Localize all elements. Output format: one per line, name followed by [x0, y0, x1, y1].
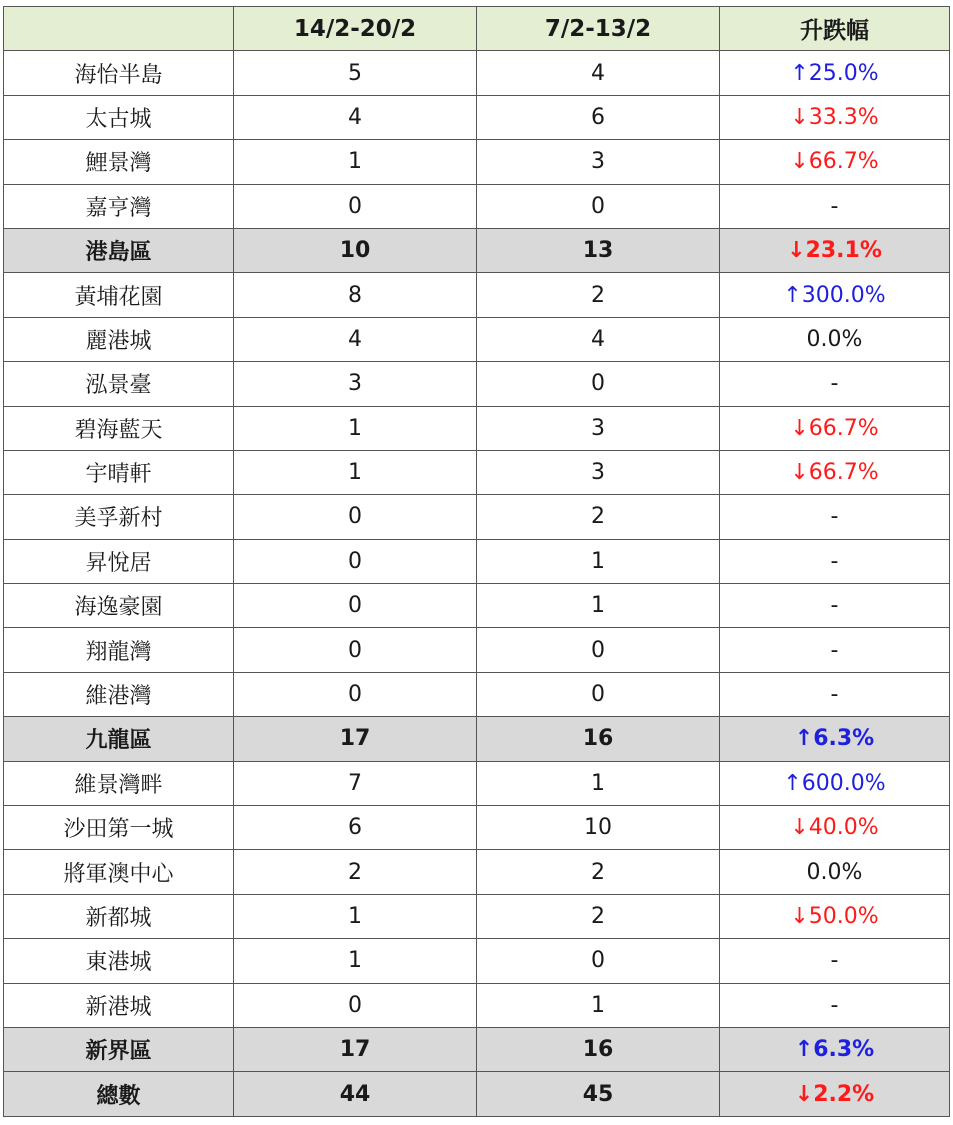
transactions-table [3, 6, 950, 1117]
estate-name-cell: 翔龍灣 [4, 628, 234, 672]
estate-name-cell: 海逸豪園 [4, 584, 234, 628]
estate-name-cell: 海怡半島 [4, 51, 234, 95]
previous-week-cell: 4 [477, 51, 720, 95]
current-week-cell: 5 [234, 51, 477, 95]
table-row [4, 584, 950, 628]
previous-week-cell: 13 [477, 228, 720, 272]
change-cell: ↓23.1% [720, 228, 950, 272]
previous-week-cell: 2 [477, 273, 720, 317]
table-body [4, 51, 950, 1116]
estate-name-cell: 九龍區 [4, 717, 234, 761]
subtotal-row [4, 228, 950, 272]
current-week-cell: 17 [234, 717, 477, 761]
current-week-cell: 6 [234, 806, 477, 850]
table-row [4, 273, 950, 317]
header-row [4, 7, 950, 51]
previous-week-cell: 16 [477, 1027, 720, 1071]
estate-name-cell: 總數 [4, 1072, 234, 1116]
table-row [4, 317, 950, 361]
current-week-cell: 1 [234, 406, 477, 450]
table-row [4, 362, 950, 406]
change-cell: ↑6.3% [720, 1027, 950, 1071]
previous-week-cell: 3 [477, 406, 720, 450]
table-row [4, 51, 950, 95]
current-week-cell: 2 [234, 850, 477, 894]
table-row [4, 95, 950, 139]
table-row [4, 406, 950, 450]
change-cell: ↑300.0% [720, 273, 950, 317]
previous-week-cell: 2 [477, 495, 720, 539]
change-cell: - [720, 584, 950, 628]
table-row [4, 983, 950, 1027]
estate-name-cell: 泓景臺 [4, 362, 234, 406]
previous-week-cell: 0 [477, 184, 720, 228]
table-row [4, 939, 950, 983]
estate-name-cell: 麗港城 [4, 317, 234, 361]
current-week-cell: 10 [234, 228, 477, 272]
current-week-cell: 7 [234, 761, 477, 805]
table-row [4, 672, 950, 716]
previous-week-cell: 1 [477, 983, 720, 1027]
table-row [4, 450, 950, 494]
current-week-cell: 0 [234, 539, 477, 583]
header-change: 升跌幅 [720, 7, 950, 51]
table-row [4, 539, 950, 583]
table-row [4, 850, 950, 894]
table-row [4, 806, 950, 850]
change-cell: 0.0% [720, 850, 950, 894]
change-cell: ↓33.3% [720, 95, 950, 139]
current-week-cell: 0 [234, 495, 477, 539]
change-cell: ↑6.3% [720, 717, 950, 761]
table-row [4, 894, 950, 938]
current-week-cell: 1 [234, 939, 477, 983]
previous-week-cell: 1 [477, 539, 720, 583]
previous-week-cell: 6 [477, 95, 720, 139]
header-period-current: 14/2-20/2 [234, 7, 477, 51]
subtotal-row [4, 717, 950, 761]
estate-name-cell: 美孚新村 [4, 495, 234, 539]
estate-name-cell: 維景灣畔 [4, 761, 234, 805]
change-cell: ↓66.7% [720, 450, 950, 494]
estate-name-cell: 沙田第一城 [4, 806, 234, 850]
previous-week-cell: 2 [477, 850, 720, 894]
change-cell: - [720, 539, 950, 583]
estate-name-cell: 鯉景灣 [4, 140, 234, 184]
estate-name-cell: 宇晴軒 [4, 450, 234, 494]
current-week-cell: 0 [234, 672, 477, 716]
current-week-cell: 0 [234, 184, 477, 228]
change-cell: - [720, 628, 950, 672]
change-cell: ↓40.0% [720, 806, 950, 850]
change-cell: - [720, 672, 950, 716]
previous-week-cell: 0 [477, 672, 720, 716]
previous-week-cell: 4 [477, 317, 720, 361]
change-cell: - [720, 495, 950, 539]
table-row [4, 628, 950, 672]
estate-name-cell: 港島區 [4, 228, 234, 272]
change-cell: - [720, 362, 950, 406]
estate-name-cell: 新港城 [4, 983, 234, 1027]
table-row [4, 184, 950, 228]
current-week-cell: 4 [234, 317, 477, 361]
change-cell: - [720, 184, 950, 228]
current-week-cell: 0 [234, 584, 477, 628]
change-cell: ↑25.0% [720, 51, 950, 95]
previous-week-cell: 0 [477, 628, 720, 672]
estate-name-cell: 嘉亨灣 [4, 184, 234, 228]
estate-name-cell: 新都城 [4, 894, 234, 938]
estate-name-cell: 維港灣 [4, 672, 234, 716]
table-row [4, 495, 950, 539]
previous-week-cell: 45 [477, 1072, 720, 1116]
previous-week-cell: 1 [477, 584, 720, 628]
change-cell: ↓50.0% [720, 894, 950, 938]
change-cell: ↑600.0% [720, 761, 950, 805]
subtotal-row [4, 1027, 950, 1071]
previous-week-cell: 3 [477, 140, 720, 184]
estate-name-cell: 將軍澳中心 [4, 850, 234, 894]
previous-week-cell: 16 [477, 717, 720, 761]
change-cell: ↓2.2% [720, 1072, 950, 1116]
current-week-cell: 4 [234, 95, 477, 139]
estate-name-cell: 太古城 [4, 95, 234, 139]
current-week-cell: 0 [234, 628, 477, 672]
estate-name-cell: 黃埔花園 [4, 273, 234, 317]
change-cell: 0.0% [720, 317, 950, 361]
estate-name-cell: 碧海藍天 [4, 406, 234, 450]
current-week-cell: 0 [234, 983, 477, 1027]
previous-week-cell: 10 [477, 806, 720, 850]
header-period-previous: 7/2-13/2 [477, 7, 720, 51]
current-week-cell: 1 [234, 140, 477, 184]
change-cell: - [720, 939, 950, 983]
table-row [4, 140, 950, 184]
table-row [4, 761, 950, 805]
current-week-cell: 17 [234, 1027, 477, 1071]
subtotal-row [4, 1072, 950, 1116]
current-week-cell: 3 [234, 362, 477, 406]
previous-week-cell: 3 [477, 450, 720, 494]
change-cell: ↓66.7% [720, 406, 950, 450]
estate-name-cell: 東港城 [4, 939, 234, 983]
estate-name-cell: 新界區 [4, 1027, 234, 1071]
previous-week-cell: 0 [477, 939, 720, 983]
transactions-table-container [3, 6, 950, 1117]
previous-week-cell: 0 [477, 362, 720, 406]
current-week-cell: 1 [234, 894, 477, 938]
change-cell: - [720, 983, 950, 1027]
estate-name-cell: 昇悅居 [4, 539, 234, 583]
previous-week-cell: 1 [477, 761, 720, 805]
current-week-cell: 8 [234, 273, 477, 317]
current-week-cell: 44 [234, 1072, 477, 1116]
change-cell: ↓66.7% [720, 140, 950, 184]
previous-week-cell: 2 [477, 894, 720, 938]
current-week-cell: 1 [234, 450, 477, 494]
header-name [4, 7, 234, 51]
